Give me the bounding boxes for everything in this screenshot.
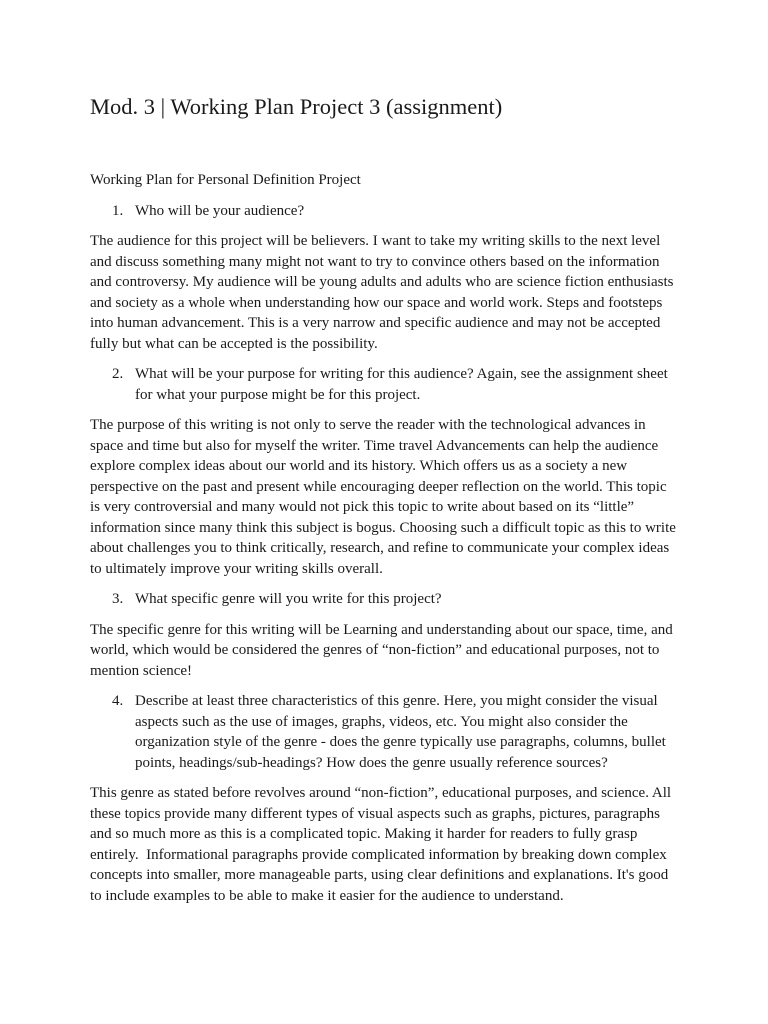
question-text: What specific genre will you write for this project? xyxy=(135,591,442,607)
answer-4: This genre as stated before revolves around “non-fiction”, educational purposes, and science. All these topics provide many different types of visual aspects such as graphs, pictures, paragraphs and so much more as this is a complicated topic. Making it harder for readers to fully grasp entirely. Informational paragraphs provide complicated information by breaking down complex concepts into smaller, more manageable parts, using clear definitions and explanations. It's good to include examples to be able to make it easier for the audience to understand. xyxy=(90,785,675,904)
answer-3: The specific genre for this writing will be Learning and understanding about our space, time, and world, which would be considered the genres of “non-fiction” and educational purposes, not to mention science! xyxy=(90,621,677,679)
question-number: 2. xyxy=(112,366,124,382)
question-4 xyxy=(90,691,678,773)
question-number: 4. xyxy=(112,693,124,709)
question-1 xyxy=(90,201,678,222)
question-text: Who will be your audience? xyxy=(135,202,305,219)
question-text: What will be your purpose for writing for this audience? Again, see the assignment sheet for what your purpose might be for this project. xyxy=(135,366,668,403)
answer-1: The audience for this project will be believers. I want to take my writing skills to the next level and discuss something many might not want to try to convince others based on the information and controversy. My audience will be young adults and adults who are science fiction enthusiasts and society as a whole when understanding how our space and world work. Steps and footsteps into human advancement. This is a very narrow and specific audience and may not be accepted fully but what can be accepted is the possibility. xyxy=(90,233,678,352)
answer-2: The purpose of this writing is not only to serve the reader with the technological advances in space and time but also for myself the writer. Time travel Advancements can help the audience explore complex ideas about our world and its history. Which offers us as a society a new perspective on the past and present while encouraging deeper reflection on the world. This topic is very controversial and many would not pick this topic to write about based on its “little” information since many think this subject is bogus. Choosing such a difficult topic as this to write about challenges you to think critically, research, and refine to communicate your complex ideas to ultimately improve your writing skills overall. xyxy=(90,417,680,577)
question-3 xyxy=(90,589,678,610)
question-number: 3. xyxy=(112,591,124,607)
document-subtitle: Working Plan for Personal Definition Project xyxy=(90,172,361,188)
page-title: Mod. 3 | Working Plan Project 3 (assignment) xyxy=(90,94,503,119)
question-2 xyxy=(90,364,678,405)
question-text: Describe at least three characteristics of this genre. Here, you might consider the visual aspects such as the use of images, graphs, videos, etc. You might also consider the organization style of the genre - does the genre typically use paragraphs, columns, bullet points, headings/sub-headings? How does the genre usually reference sources? xyxy=(135,693,666,771)
question-number: 1. xyxy=(112,202,124,219)
